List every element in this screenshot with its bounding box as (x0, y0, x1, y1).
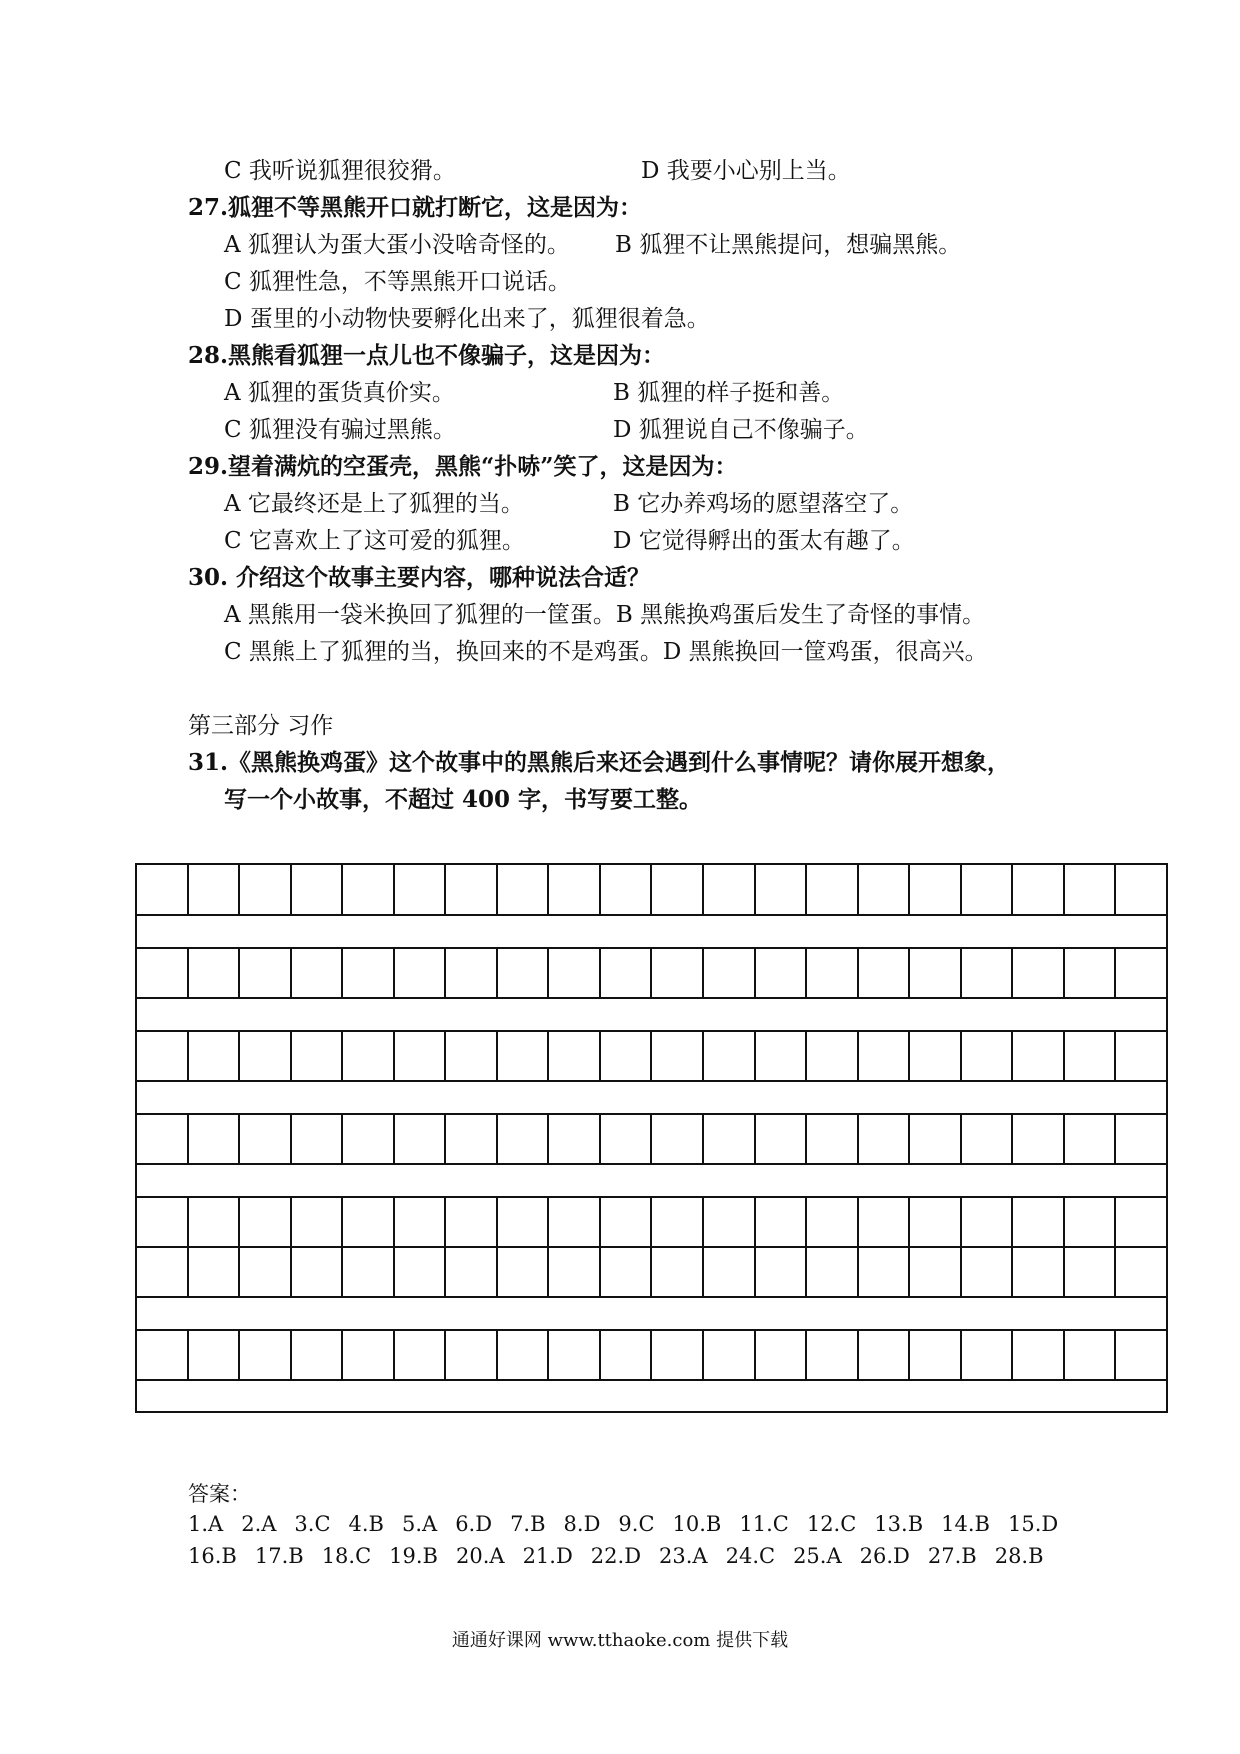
grid-cell (240, 865, 292, 915)
answer-item: 1.A (188, 1512, 224, 1536)
grid-cell (549, 1330, 601, 1380)
grid-cell (137, 1031, 189, 1081)
q30-options-ab: A 黑熊用一袋米换回了狐狸的一筐蛋。B 黑熊换鸡蛋后发生了奇怪的事情。 (224, 602, 986, 628)
grid-cell (910, 1197, 962, 1247)
q28-option-c: C 狐狸没有骗过黑熊。 (224, 417, 456, 443)
grid-cell (240, 1031, 292, 1081)
answer-item: 20.A (456, 1544, 505, 1568)
grid-cell (1065, 865, 1117, 915)
grid-cell (859, 865, 911, 915)
grid-cell (652, 865, 704, 915)
grid-cell (446, 865, 498, 915)
grid-cell (446, 1114, 498, 1164)
answer-item: 5.A (401, 1512, 438, 1536)
grid-cell (1013, 1330, 1065, 1380)
grid-cell (756, 948, 808, 998)
grid-cell (756, 1330, 808, 1380)
grid-cell (962, 948, 1014, 998)
q26-option-d: D 我要小心别上当。 (641, 158, 851, 184)
grid-cell (910, 1247, 962, 1297)
answer-item: 6.D (455, 1512, 493, 1536)
grid-cell (1013, 1197, 1065, 1247)
grid-cell (859, 1114, 911, 1164)
q29-option-a: A 它最终还是上了狐狸的当。 (224, 491, 524, 517)
answer-item: 9.C (618, 1512, 655, 1536)
grid-cell (652, 1114, 704, 1164)
grid-cell (189, 1330, 241, 1380)
grid-cell (601, 1197, 653, 1247)
grid-cell (652, 1197, 704, 1247)
grid-cell (137, 1197, 189, 1247)
grid-line (137, 1163, 1166, 1165)
grid-line (137, 997, 1166, 999)
grid-cell (395, 865, 447, 915)
grid-cell (446, 1247, 498, 1297)
grid-cell (1065, 1247, 1117, 1297)
grid-cell (292, 1031, 344, 1081)
q29-option-d: D 它觉得孵出的蛋太有趣了。 (613, 528, 915, 554)
grid-cell (549, 1197, 601, 1247)
grid-cell (498, 865, 550, 915)
grid-cell (137, 1114, 189, 1164)
grid-cell (137, 1330, 189, 1380)
grid-cell (137, 865, 189, 915)
answer-item: 26.D (859, 1544, 910, 1568)
grid-cell-row (137, 865, 1166, 915)
grid-cell (962, 865, 1014, 915)
answer-item: 10.B (672, 1512, 722, 1536)
grid-cell (704, 1247, 756, 1297)
grid-cell (1116, 1031, 1166, 1081)
grid-cell (498, 1247, 550, 1297)
answer-item: 28.B (994, 1544, 1044, 1568)
grid-cell (549, 1114, 601, 1164)
grid-cell (395, 1247, 447, 1297)
grid-cell (395, 1114, 447, 1164)
grid-cell (1013, 1247, 1065, 1297)
grid-cell (962, 1114, 1014, 1164)
grid-cell (395, 1031, 447, 1081)
grid-cell-row (137, 1114, 1166, 1164)
grid-cell (859, 1031, 911, 1081)
answer-item: 12.C (806, 1512, 857, 1536)
grid-cell (1065, 1197, 1117, 1247)
answer-item: 23.A (659, 1544, 708, 1568)
grid-cell (601, 1114, 653, 1164)
grid-cell (1013, 1031, 1065, 1081)
grid-cell (807, 1031, 859, 1081)
grid-cell (652, 1031, 704, 1081)
grid-cell (859, 948, 911, 998)
grid-cell (704, 948, 756, 998)
grid-cell (910, 865, 962, 915)
grid-cell (962, 1031, 1014, 1081)
answer-item: 14.B (941, 1512, 990, 1536)
grid-cell (189, 1114, 241, 1164)
answer-item: 18.C (321, 1544, 372, 1568)
grid-cell (343, 1247, 395, 1297)
grid-cell (292, 948, 344, 998)
grid-cell (137, 1247, 189, 1297)
grid-cell (189, 948, 241, 998)
grid-cell (910, 1330, 962, 1380)
grid-cell (910, 1031, 962, 1081)
grid-cell (962, 1330, 1014, 1380)
grid-cell (292, 1197, 344, 1247)
grid-cell (549, 1031, 601, 1081)
grid-cell (962, 1247, 1014, 1297)
grid-cell (549, 1247, 601, 1297)
q28-option-b: B 狐狸的样子挺和善。 (613, 380, 845, 406)
grid-cell (343, 865, 395, 915)
grid-cell (756, 1247, 808, 1297)
page-footer: 通通好课网 www.tthaoke.com 提供下载 (451, 1630, 789, 1651)
q29-option-b: B 它办养鸡场的愿望落空了。 (613, 491, 914, 517)
grid-line (137, 1379, 1166, 1381)
grid-cell (1116, 948, 1166, 998)
grid-cell (446, 1197, 498, 1247)
answer-item: 24.C (725, 1544, 776, 1568)
grid-cell (1065, 948, 1117, 998)
grid-cell (1116, 1247, 1166, 1297)
q30-options-cd: C 黑熊上了狐狸的当，换回来的不是鸡蛋。D 黑熊换回一筐鸡蛋，很高兴。 (224, 639, 988, 665)
grid-cell (292, 1247, 344, 1297)
grid-cell (498, 1031, 550, 1081)
grid-cell (240, 1330, 292, 1380)
grid-cell (549, 948, 601, 998)
answers-row-2 (188, 1542, 1062, 1570)
grid-cell-row (137, 1197, 1166, 1247)
q30-stem: 30. 介绍这个故事主要内容，哪种说法合适？ (188, 564, 651, 591)
q27-stem: 27.狐狸不等黑熊开口就打断它，这是因为： (188, 194, 643, 221)
part3-title: 第三部分 习作 (188, 713, 334, 739)
grid-cell (652, 1330, 704, 1380)
grid-cell (601, 865, 653, 915)
answer-item: 25.A (793, 1544, 842, 1568)
grid-cell (1116, 1114, 1166, 1164)
answer-item: 21.D (522, 1544, 573, 1568)
grid-cell (1116, 1197, 1166, 1247)
grid-cell (652, 1247, 704, 1297)
answer-item: 13.B (874, 1512, 924, 1536)
grid-cell (807, 948, 859, 998)
grid-cell (807, 1197, 859, 1247)
grid-cell-row (137, 1031, 1166, 1081)
grid-cell (189, 1247, 241, 1297)
grid-cell (343, 1114, 395, 1164)
grid-cell (704, 1031, 756, 1081)
grid-cell (756, 1114, 808, 1164)
grid-cell (446, 1330, 498, 1380)
grid-cell (292, 865, 344, 915)
grid-cell (1065, 1330, 1117, 1380)
answer-item: 3.C (294, 1512, 331, 1536)
grid-cell (704, 1114, 756, 1164)
grid-cell (343, 1031, 395, 1081)
grid-cell (807, 1247, 859, 1297)
grid-cell (292, 1114, 344, 1164)
answer-item: 7.B (510, 1512, 546, 1536)
answer-item: 15.D (1007, 1512, 1059, 1536)
writing-grid (135, 863, 1168, 1413)
q31-stem-line1: 31.《黑熊换鸡蛋》这个故事中的黑熊后来还会遇到什么事情呢？请你展开想象， (188, 749, 1011, 776)
grid-cell (704, 1197, 756, 1247)
grid-cell (395, 948, 447, 998)
answer-item: 11.C (739, 1512, 789, 1536)
q27-option-a: A 狐狸认为蛋大蛋小没啥奇怪的。 (224, 232, 570, 258)
grid-cell (807, 1330, 859, 1380)
grid-cell (859, 1197, 911, 1247)
grid-cell (395, 1330, 447, 1380)
grid-cell (910, 1114, 962, 1164)
grid-cell (1013, 1114, 1065, 1164)
grid-cell (756, 865, 808, 915)
grid-cell (1065, 1031, 1117, 1081)
grid-cell (1116, 1330, 1166, 1380)
q27-option-b: B 狐狸不让黑熊提问，想骗黑熊。 (615, 232, 962, 258)
grid-cell (1116, 865, 1166, 915)
q27-option-c: C 狐狸性急，不等黑熊开口说话。 (224, 269, 571, 295)
grid-cell (240, 948, 292, 998)
grid-cell (859, 1247, 911, 1297)
answer-item: 19.B (389, 1544, 438, 1568)
grid-cell (498, 1197, 550, 1247)
grid-cell (756, 1031, 808, 1081)
grid-cell (1013, 948, 1065, 998)
grid-cell (704, 865, 756, 915)
grid-cell (756, 1197, 808, 1247)
grid-cell (446, 948, 498, 998)
answer-item: 22.D (590, 1544, 642, 1568)
grid-line (137, 914, 1166, 916)
q27-option-d: D 蛋里的小动物快要孵化出来了，狐狸很着急。 (224, 306, 710, 332)
q28-option-d: D 狐狸说自己不像骗子。 (613, 417, 869, 443)
grid-cell (601, 1031, 653, 1081)
answers-row-1 (188, 1510, 1076, 1538)
grid-cell (137, 948, 189, 998)
grid-cell (498, 1330, 550, 1380)
grid-cell (240, 1197, 292, 1247)
grid-cell (549, 865, 601, 915)
grid-cell (446, 1031, 498, 1081)
q31-stem-line2: 写一个小故事，不超过 400 字，书写要工整。 (224, 786, 703, 813)
grid-cell (601, 1247, 653, 1297)
grid-line (137, 1080, 1166, 1082)
answer-item: 2.A (241, 1512, 277, 1536)
answer-item: 8.D (563, 1512, 601, 1536)
grid-cell (601, 948, 653, 998)
grid-cell (498, 948, 550, 998)
grid-cell (1013, 865, 1065, 915)
grid-cell (962, 1197, 1014, 1247)
grid-cell (343, 1330, 395, 1380)
answer-item: 17.B (254, 1544, 304, 1568)
grid-cell (343, 1197, 395, 1247)
grid-cell (343, 948, 395, 998)
grid-cell (395, 1197, 447, 1247)
grid-cell (859, 1330, 911, 1380)
grid-cell (498, 1114, 550, 1164)
grid-cell (189, 1197, 241, 1247)
grid-cell (652, 948, 704, 998)
grid-cell (704, 1330, 756, 1380)
grid-cell (240, 1114, 292, 1164)
grid-cell (910, 948, 962, 998)
grid-cell (807, 1114, 859, 1164)
grid-line (137, 1296, 1166, 1298)
grid-cell (807, 865, 859, 915)
answer-item: 16.B (188, 1544, 237, 1568)
q28-stem: 28.黑熊看狐狸一点儿也不像骗子，这是因为： (188, 342, 666, 369)
grid-cell (601, 1330, 653, 1380)
q26-option-c: C 我听说狐狸很狡猾。 (224, 158, 456, 184)
answers-label: 答案： (188, 1482, 251, 1506)
grid-cell-row (137, 1247, 1166, 1297)
grid-cell (292, 1330, 344, 1380)
answer-item: 4.B (348, 1512, 384, 1536)
answer-item: 27.B (927, 1544, 977, 1568)
q29-option-c: C 它喜欢上了这可爱的狐狸。 (224, 528, 525, 554)
grid-cell (240, 1247, 292, 1297)
grid-cell-row (137, 1330, 1166, 1380)
grid-cell (189, 1031, 241, 1081)
grid-cell (1065, 1114, 1117, 1164)
q29-stem: 29.望着满炕的空蛋壳，黑熊“扑哧”笑了，这是因为： (188, 453, 738, 480)
grid-cell (189, 865, 241, 915)
grid-cell-row (137, 948, 1166, 998)
q28-option-a: A 狐狸的蛋货真价实。 (224, 380, 455, 406)
